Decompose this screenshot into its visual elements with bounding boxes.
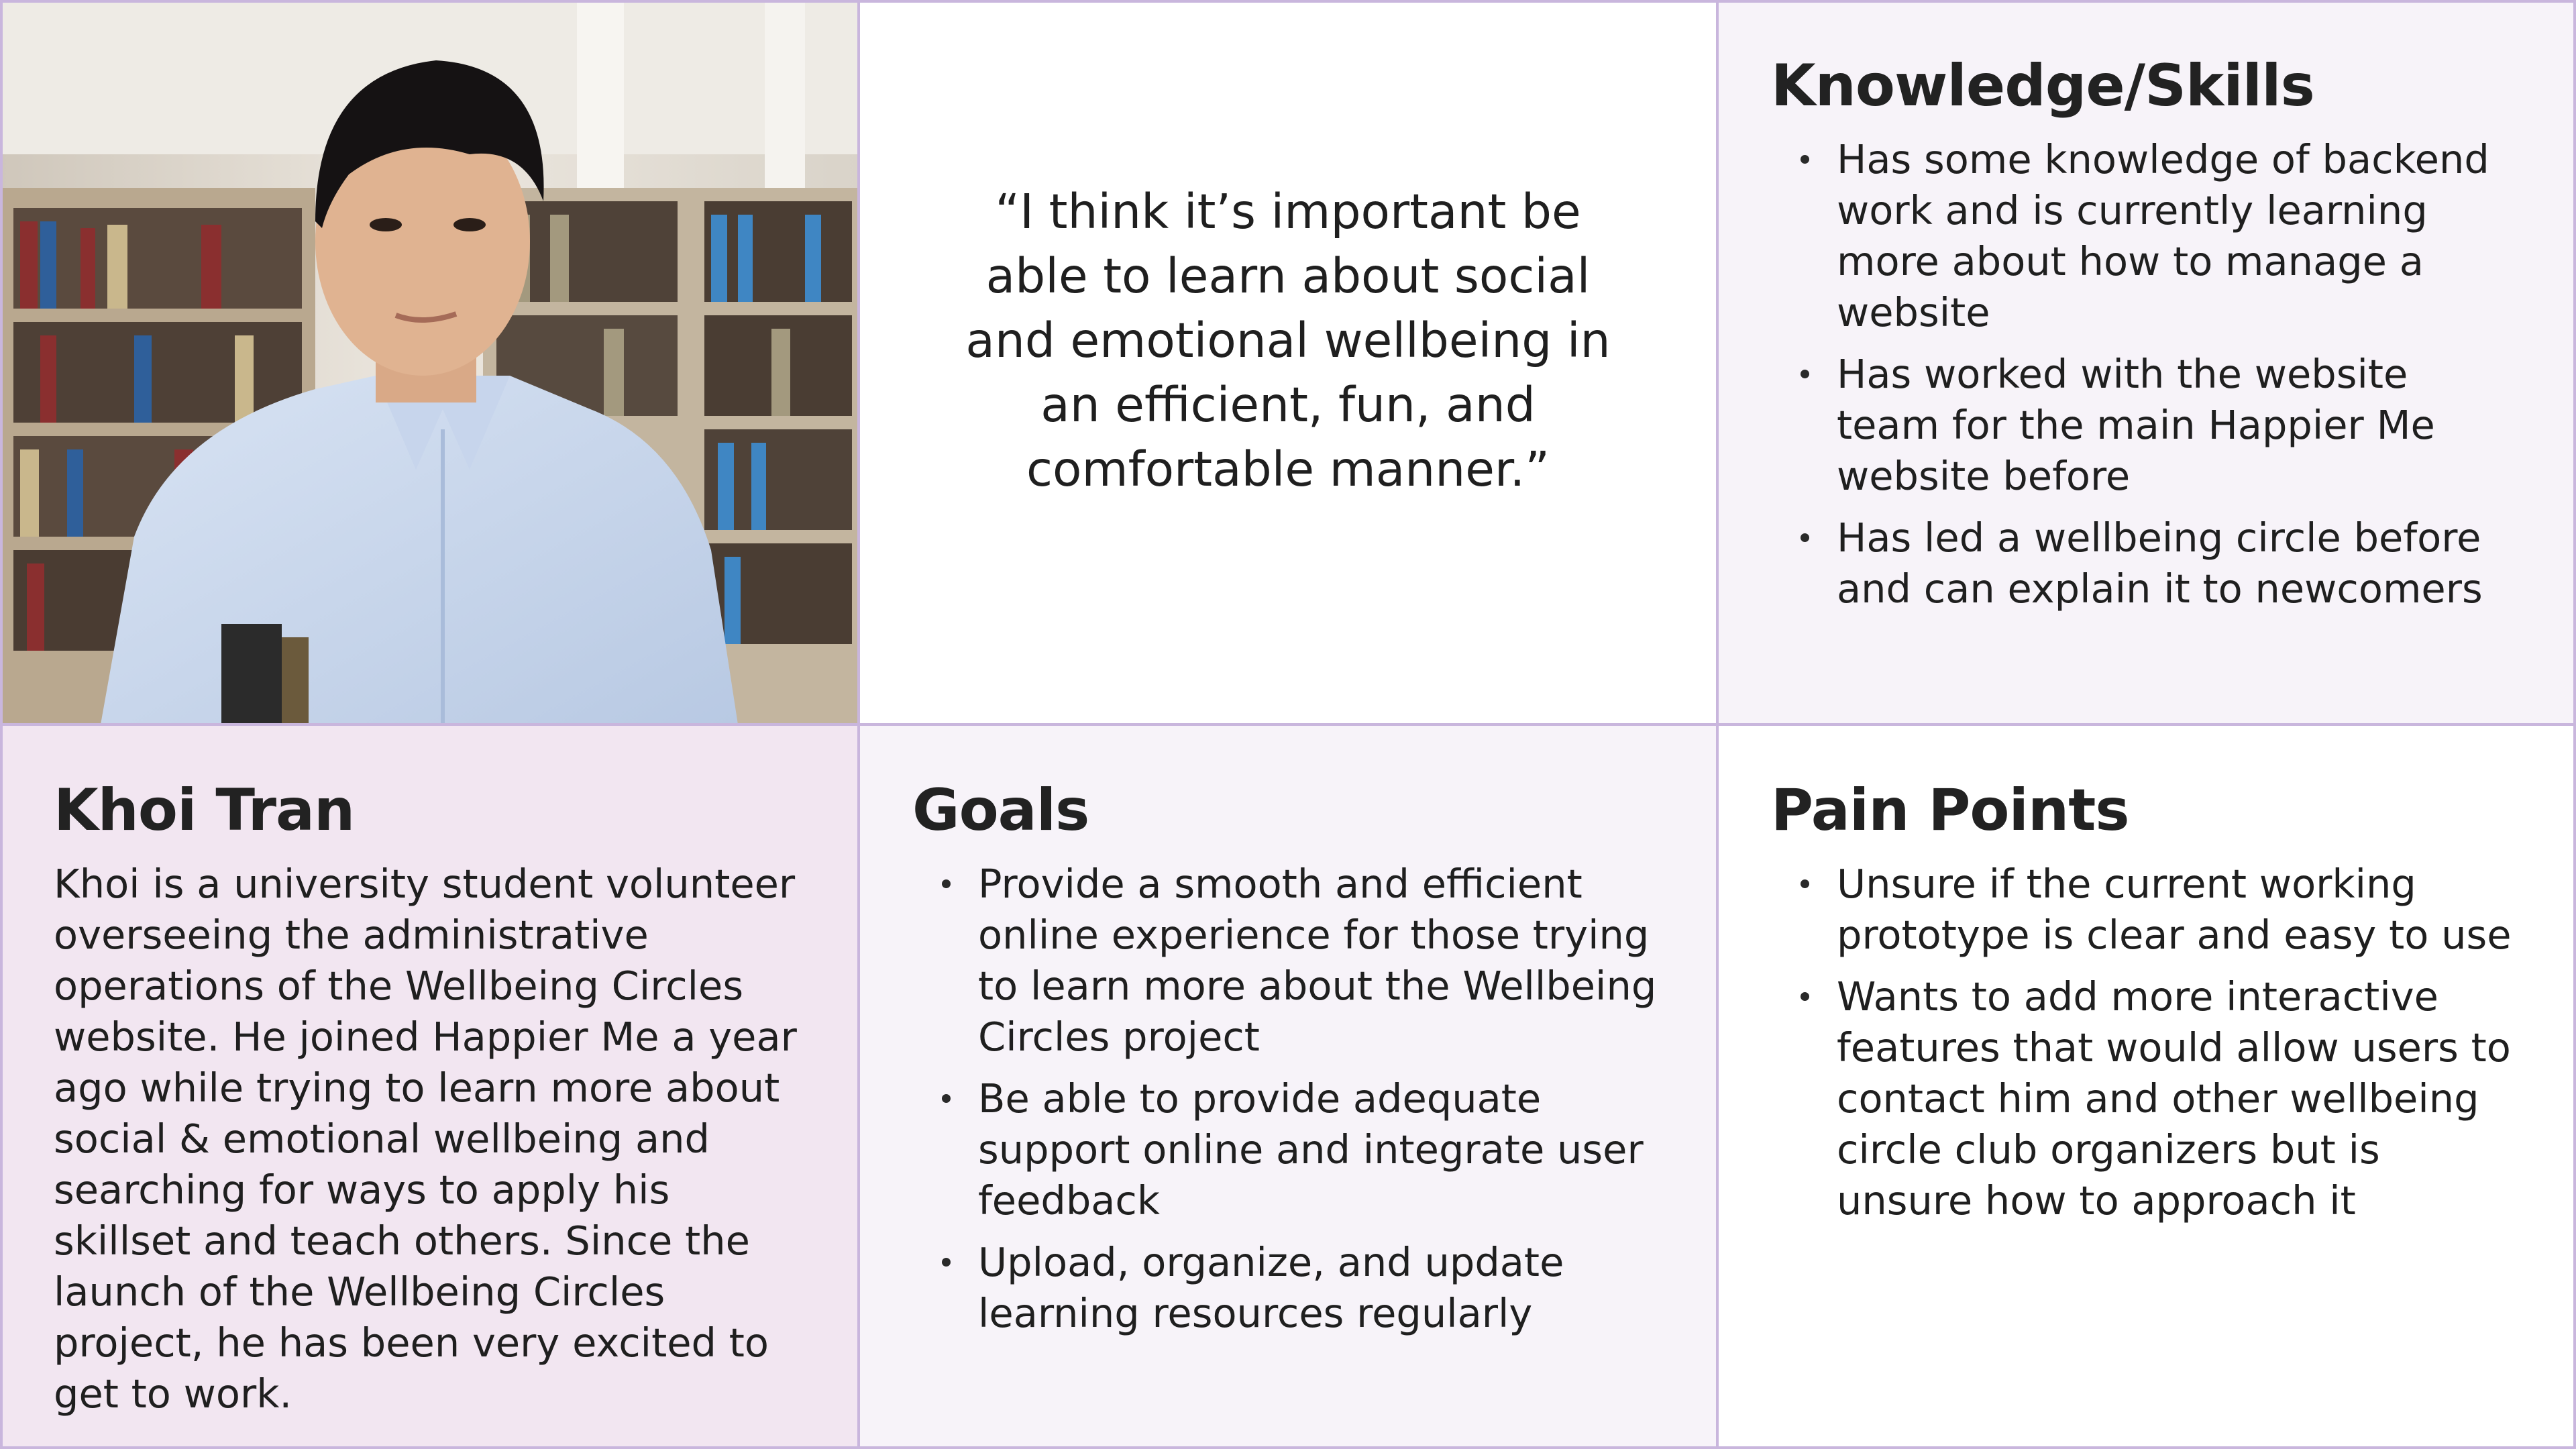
knowledge-skills-panel: [1717, 0, 2576, 724]
bullet-icon: [1801, 370, 1809, 378]
bullet-icon: [1801, 533, 1809, 542]
pain-points-panel: [1717, 724, 2576, 1449]
list-item-text: Wants to add more interactive features that would allow users to contact him and other wellbeing circle club organizers but is unsure how to approach it: [1837, 973, 2511, 1224]
persona-name: Khoi Tran: [54, 777, 355, 844]
list-item: [912, 1073, 1664, 1226]
list-item: [912, 1237, 1664, 1339]
bullet-icon: [942, 879, 951, 888]
goals-list: [912, 859, 1664, 1339]
goals-title: Goals: [912, 777, 1089, 844]
list-item: [1771, 513, 2522, 614]
persona-quote: “I think it’s important be able to learn about social and emotional wellbeing in an efficient, fun, and comfortable manner.”: [965, 184, 1611, 497]
persona-photo: [0, 0, 859, 724]
bullet-icon: [942, 1258, 951, 1267]
list-item-text: Unsure if the current working prototype is clear and easy to use: [1837, 861, 2512, 958]
bullet-icon: [942, 1094, 951, 1103]
persona-bio-panel: [0, 724, 859, 1449]
list-item: [1771, 859, 2522, 961]
list-item: [1771, 971, 2522, 1226]
knowledge-skills-list: [1771, 134, 2522, 614]
list-item-text: Has some knowledge of backend work and is currently learning more about how to manage a website: [1837, 136, 2489, 335]
person-portrait-image: [0, 0, 859, 724]
goals-panel: [859, 724, 1717, 1449]
list-item-text: Has led a wellbeing circle before and can explain it to newcomers: [1837, 515, 2483, 612]
knowledge-skills-title: Knowledge/Skills: [1771, 52, 2314, 119]
list-item-text: Provide a smooth and efficient online experience for those trying to learn more about the Wellbeing Circles project: [978, 861, 1657, 1060]
bullet-icon: [1801, 879, 1809, 888]
list-item: [912, 859, 1664, 1063]
pain-points-title: Pain Points: [1771, 777, 2129, 844]
list-item-text: Has worked with the website team for the main Happier Me website before: [1837, 351, 2435, 499]
list-item-text: Be able to provide adequate support online and integrate user feedback: [978, 1075, 1644, 1224]
list-item: [1771, 134, 2522, 338]
bullet-icon: [1801, 992, 1809, 1001]
bullet-icon: [1801, 155, 1809, 164]
quote-panel: [859, 0, 1717, 724]
pain-points-list: [1771, 859, 2522, 1226]
persona-bio: Khoi is a university student volunteer overseeing the administrative operations of the Wellbeing Circles website. He joined Happier Me a year ago while trying to learn more about social & emotional wellbeing and searching for ways to apply his skillset and teach others. Since the launch of the Wellbeing Circles project, he has been very excited to get to work.: [54, 861, 797, 1417]
list-item: [1771, 349, 2522, 502]
list-item-text: Upload, organize, and update learning resources regularly: [978, 1239, 1564, 1336]
